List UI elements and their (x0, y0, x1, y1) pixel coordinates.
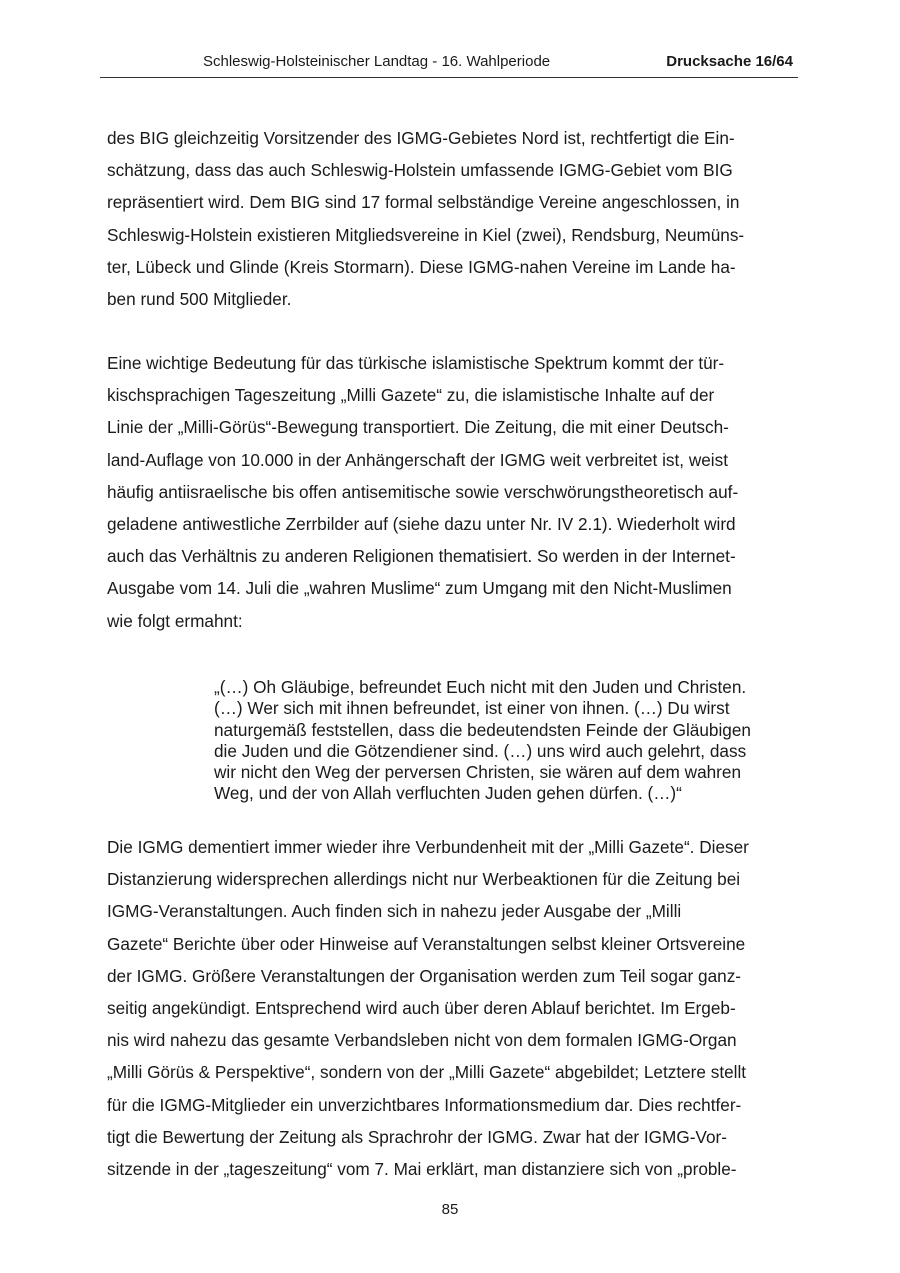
quote-line: (…) Wer sich mit ihnen befreundet, ist einer von ihnen. (…) Du wirst (214, 698, 730, 719)
text-line: geladene antiwestliche Zerrbilder auf (siehe dazu unter Nr. IV 2.1). Wiederholt wird (107, 514, 736, 535)
block-quote (214, 677, 751, 805)
text-line: nis wird nahezu das gesamte Verbandsleben nicht von dem formalen IGMG-Organ (107, 1030, 737, 1051)
text-line: sitzende in der „tageszeitung“ vom 7. Mai erklärt, man distanziere sich von „proble- (107, 1159, 737, 1180)
text-line: tigt die Bewertung der Zeitung als Sprachrohr der IGMG. Zwar hat der IGMG-Vor- (107, 1126, 727, 1147)
text-line: Linie der „Milli-Görüs“-Bewegung transportiert. Die Zeitung, die mit einer Deutsch- (107, 417, 729, 438)
text-line: repräsentiert wird. Dem BIG sind 17 formal selbständige Vereine angeschlossen, in (107, 192, 740, 213)
quote-line: die Juden und die Götzendiener sind. (…) uns wird auch gelehrt, dass (214, 740, 747, 761)
text-line: ben rund 500 Mitglieder. (107, 289, 292, 310)
text-line: des BIG gleichzeitig Vorsitzender des IGMG-Gebietes Nord ist, rechtfertigt die Ein- (107, 128, 735, 148)
text-line: für die IGMG-Mitglieder ein unverzichtbares Informationsmedium dar. Dies rechtfer- (107, 1094, 742, 1115)
text-line: der IGMG. Größere Veranstaltungen der Organisation werden zum Teil sogar ganz- (107, 965, 742, 986)
paragraph-1 (107, 122, 744, 315)
text-line: Distanzierung widersprechen allerdings nicht nur Werbeaktionen für die Zeitung bei (107, 869, 741, 890)
text-line: IGMG-Veranstaltungen. Auch finden sich in nahezu jeder Ausgabe der „Milli (107, 901, 682, 922)
page-number: 85 (441, 1201, 459, 1218)
text-line: land-Auflage von 10.000 in der Anhängerschaft der IGMG weit verbreitet ist, weist (107, 449, 728, 470)
text-line: Schleswig-Holstein existieren Mitgliedsvereine in Kiel (zwei), Rendsburg, Neumüns- (107, 224, 745, 245)
text-line: häufig antiisraelische bis offen antisemitische sowie verschwörungstheoretisch auf- (107, 481, 739, 502)
paragraph-3 (107, 831, 749, 1185)
page-header (100, 53, 798, 78)
text-line: „Milli Görüs & Perspektive“, sondern von der „Milli Gazete“ abgebildet; Letztere stellt (107, 1062, 747, 1083)
paragraph-2 (107, 347, 738, 637)
text-line: Ausgabe vom 14. Juli die „wahren Muslime“ zum Umgang mit den Nicht-Muslimen (107, 578, 732, 599)
text-line: kischsprachigen Tageszeitung „Milli Gazete“ zu, die islamistische Inhalte auf der (107, 385, 715, 406)
text-line: Gazete“ Berichte über oder Hinweise auf Veranstaltungen selbst kleiner Ortsvereine (107, 933, 746, 954)
quote-line: „(…) Oh Gläubige, befreundet Euch nicht mit den Juden und Christen. (214, 677, 747, 697)
quote-line: Weg, und der von Allah verfluchten Juden gehen dürfen. (…)“ (214, 783, 682, 804)
document-number: Drucksache 16/64 (666, 53, 793, 70)
header-title: Schleswig-Holsteinischer Landtag - 16. Wahlperiode (203, 53, 551, 70)
text-line: Eine wichtige Bedeutung für das türkische islamistische Spektrum kommt der tür- (107, 353, 725, 373)
text-line: ter, Lübeck und Glinde (Kreis Stormarn). Diese IGMG-nahen Vereine im Lande ha- (107, 256, 736, 277)
text-line: auch das Verhältnis zu anderen Religionen thematisiert. So werden in der Internet- (107, 546, 736, 567)
text-line: wie folgt ermahnt: (107, 610, 243, 631)
text-line: Die IGMG dementiert immer wieder ihre Verbundenheit mit der „Milli Gazete“. Dieser (107, 837, 749, 857)
text-line: schätzung, dass das auch Schleswig-Holstein umfassende IGMG-Gebiet vom BIG (107, 160, 733, 181)
quote-line: naturgemäß feststellen, dass die bedeutendsten Feinde der Gläubigen (214, 719, 751, 740)
text-line: seitig angekündigt. Entsprechend wird auch über deren Ablauf berichtet. Im Ergeb- (107, 998, 736, 1019)
quote-line: wir nicht den Weg der perversen Christen, sie wären auf dem wahren (214, 762, 742, 783)
